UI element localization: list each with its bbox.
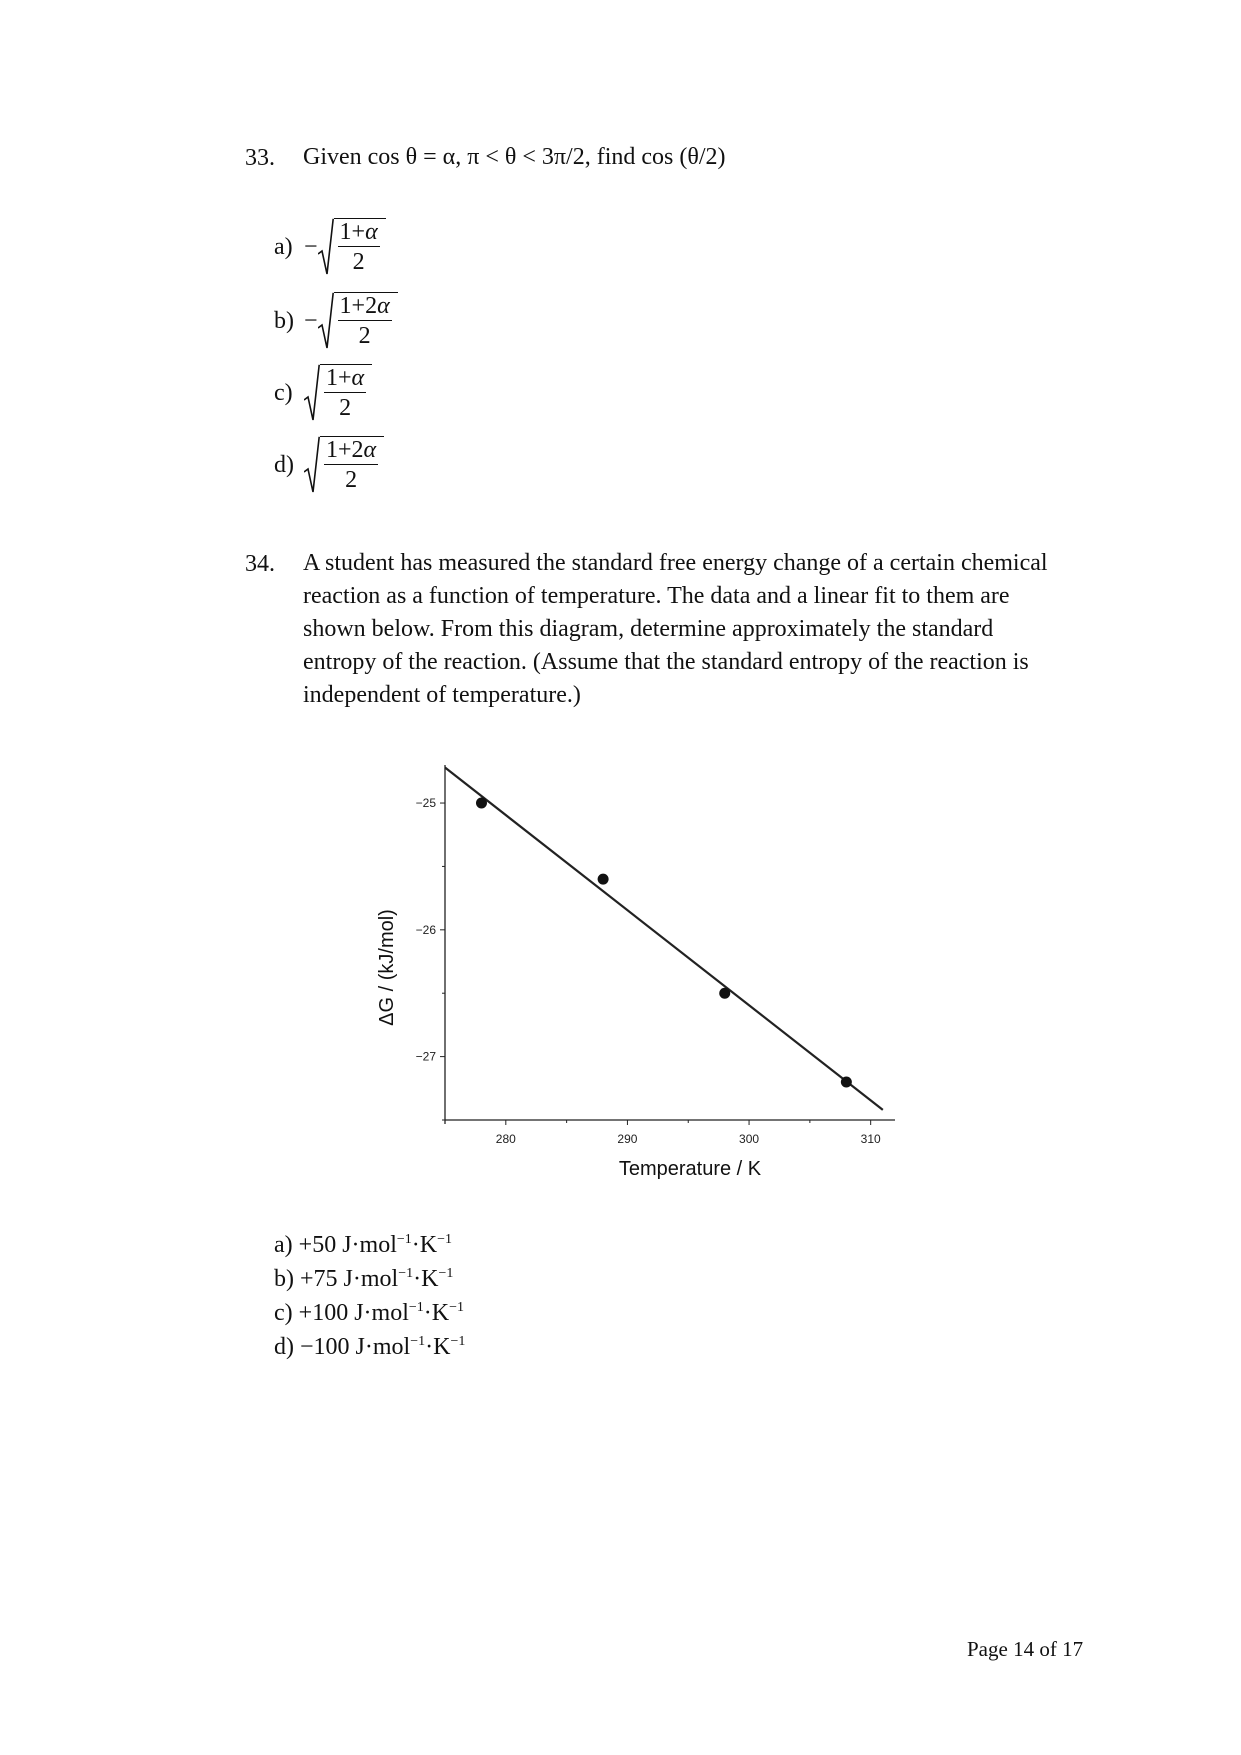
numerator-variable: α [377,293,390,319]
option-label: b) [274,1266,294,1292]
fraction-denominator: 2 [358,323,371,349]
radicand [320,364,372,423]
exponent: −1 [410,1334,426,1349]
fraction [338,293,392,351]
question-33-option [274,292,398,351]
chart-ticks [416,796,881,1146]
numerator-constant: 1+2 [339,293,378,319]
y-tick-label: −27 [415,1049,436,1064]
fraction-denominator: 2 [352,249,365,275]
fraction [324,365,366,423]
option-value: +75 J·mol [300,1266,399,1292]
option-label: b) [274,308,294,334]
x-tick-label: 280 [495,1132,516,1146]
y-tick-label: −26 [415,922,436,937]
x-tick-label: 290 [617,1132,638,1146]
minus-sign: − [304,234,318,260]
fraction [338,219,380,277]
x-tick-label: 310 [860,1132,881,1146]
chart-marks [445,768,883,1110]
question-34-line: independent of temperature.) [303,682,581,708]
numerator-constant: 1+2 [326,437,364,463]
radicand [334,218,386,277]
radical-sign-icon [304,364,320,422]
x-axis-title: Temperature / K [618,1158,762,1180]
fraction-numerator [338,219,380,247]
unit-kelvin: ·K [411,1232,438,1258]
page-number: Page 14 of 17 [967,1637,1084,1661]
square-root [318,292,398,351]
numerator-variable: α [365,219,378,245]
radical-sign-icon [304,436,320,494]
square-root [318,218,386,277]
numerator-constant: 1+ [326,365,352,391]
option-label: d) [274,1334,294,1360]
minus-sign: − [304,308,318,334]
square-root [304,436,384,495]
fraction-numerator [324,365,366,393]
y-axis-title: ΔG / (kJ/mol) [376,909,398,1026]
data-point [598,874,609,885]
y-tick-label: −25 [415,796,436,811]
fraction [324,437,378,495]
exponent: −1 [408,1300,424,1315]
radicand [320,436,384,495]
question-34-text [303,547,1048,712]
exponent: −1 [396,1232,412,1247]
numerator-variable: α [351,365,365,391]
question-33-number: 33. [245,145,275,171]
option-label: a) [274,1232,293,1258]
linear-fit-line [445,768,883,1110]
unit-kelvin: ·K [425,1334,451,1360]
numerator-constant: 1+ [339,219,366,245]
question-33-option [274,364,372,423]
exponent: −1 [437,1232,452,1247]
numerator-variable: α [363,437,377,463]
option-value: +100 J·mol [298,1300,409,1326]
option-label: c) [274,380,293,406]
unit-kelvin: ·K [423,1300,450,1326]
exponent: −1 [450,1334,466,1349]
data-point [476,798,487,809]
question-33-option [274,218,386,277]
option-value: −100 J·mol [300,1334,411,1360]
free-energy-chart [360,740,920,1200]
fraction-denominator: 2 [339,395,352,421]
question-34-number: 34. [245,551,275,577]
fraction-numerator [324,437,378,465]
radicand [334,292,398,351]
radical-sign-icon [318,218,334,276]
question-34-line: A student has measured the standard free energy change of a certain chemical [303,550,1048,576]
unit-kelvin: ·K [413,1266,439,1292]
question-34-line: reaction as a function of temperature. The data and a linear fit to them are [303,583,1010,609]
square-root [304,364,372,423]
question-34-option [274,1228,452,1262]
question-34-option [274,1262,453,1296]
option-label: c) [274,1300,293,1326]
fraction-numerator [338,293,392,321]
question-33-text: Given cos θ = α, π < θ < 3π/2, find cos (θ/2) [303,144,726,170]
question-34-option [274,1296,464,1330]
question-34-option [274,1330,465,1364]
question-34-line: shown below. From this diagram, determine approximately the standard [303,616,994,642]
option-label: d) [274,452,294,478]
data-point [841,1076,852,1087]
exponent: −1 [438,1266,454,1281]
question-33-option [274,436,384,495]
option-label: a) [274,234,293,260]
exponent: −1 [398,1266,414,1281]
option-value: +50 J·mol [298,1232,397,1258]
radical-sign-icon [318,292,334,350]
fraction-denominator: 2 [345,467,358,493]
exponent: −1 [449,1300,464,1315]
x-tick-label: 300 [739,1132,760,1146]
data-point [719,988,730,999]
question-34-line: entropy of the reaction. (Assume that the standard entropy of the reaction is [303,649,1029,675]
